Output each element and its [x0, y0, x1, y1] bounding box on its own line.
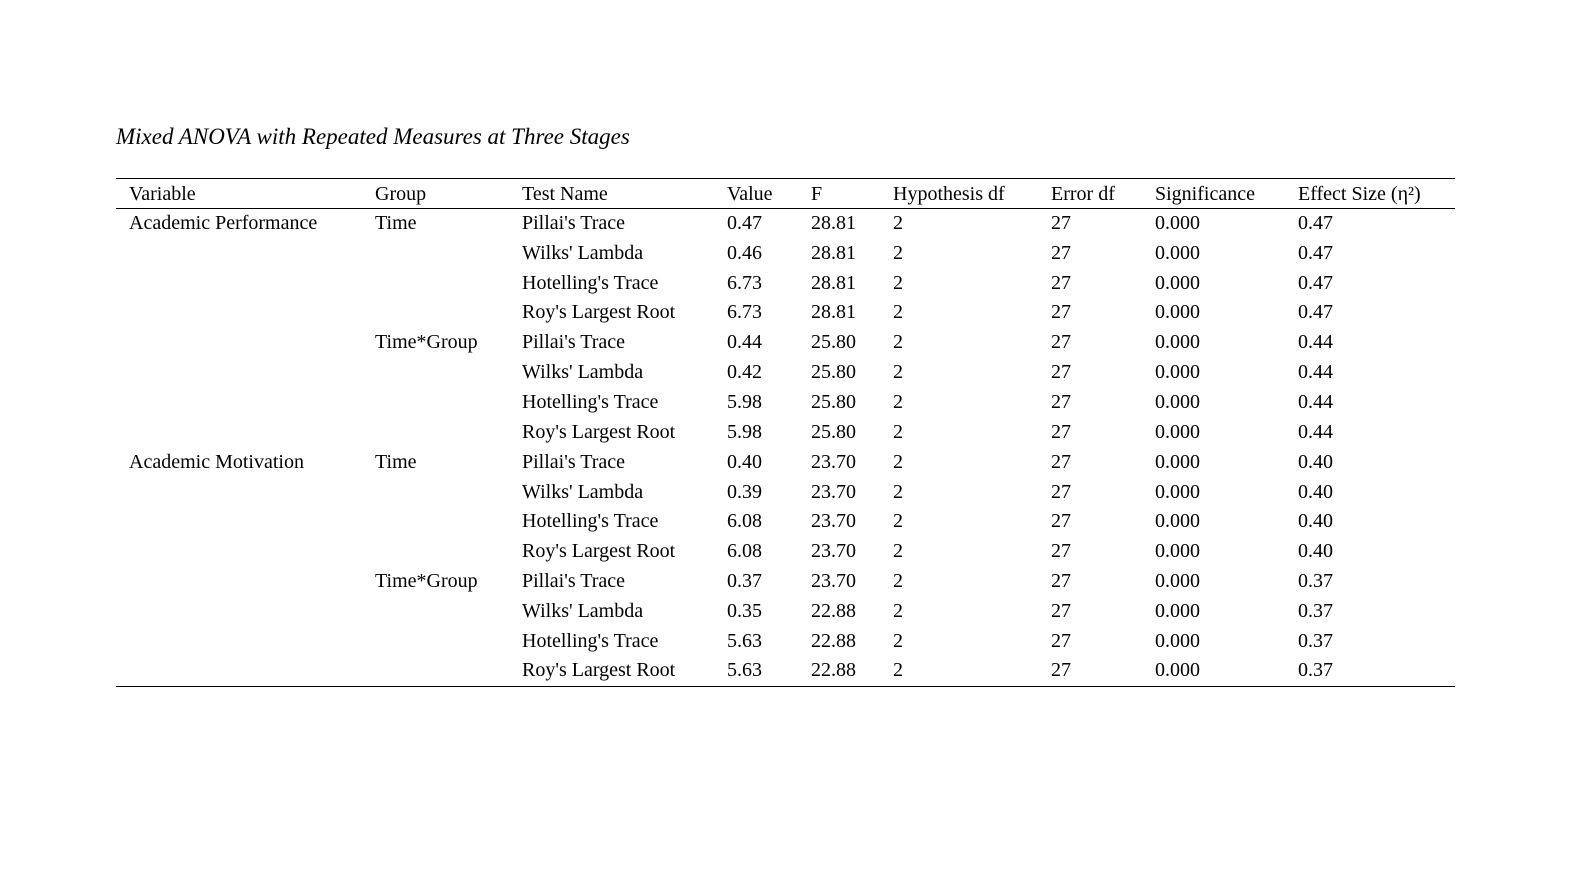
- cell-hypothesis-df: 2: [893, 480, 903, 503]
- table-row: [116, 209, 1455, 239]
- cell-hypothesis-df: 2: [893, 271, 903, 294]
- cell-error-df: 27: [1051, 540, 1071, 563]
- cell-group: [362, 417, 509, 447]
- cell-group: [362, 477, 509, 507]
- cell-value: 0.39: [727, 480, 762, 503]
- cell-group: Time: [375, 450, 417, 473]
- cell-variable: [116, 388, 362, 418]
- table-row: [116, 358, 1455, 388]
- column-header-variable: Variable: [116, 179, 362, 209]
- table-row: [116, 507, 1455, 537]
- cell-test-name: Hotelling's Trace: [522, 510, 659, 533]
- cell-error-df: 27: [1051, 301, 1071, 324]
- header-row: [116, 179, 1455, 209]
- cell-hypothesis-df: 2: [893, 450, 903, 473]
- cell-significance: 0.000: [1155, 271, 1200, 294]
- cell-hypothesis-df: 2: [893, 540, 903, 563]
- cell-variable: [116, 507, 362, 537]
- cell-error-df: 27: [1051, 212, 1071, 235]
- cell-f: 28.81: [811, 241, 856, 264]
- cell-value: 0.44: [727, 331, 762, 354]
- cell-test-name: Hotelling's Trace: [522, 390, 659, 413]
- cell-significance: 0.000: [1155, 212, 1200, 235]
- cell-f: 28.81: [811, 301, 856, 324]
- cell-effect-size: 0.37: [1298, 629, 1333, 652]
- cell-hypothesis-df: 2: [893, 510, 903, 533]
- table-row: [116, 596, 1455, 626]
- cell-f: 28.81: [811, 271, 856, 294]
- cell-variable: Academic Motivation: [129, 450, 304, 473]
- cell-test-name: Wilks' Lambda: [522, 241, 644, 264]
- cell-test-name: Hotelling's Trace: [522, 629, 659, 652]
- cell-variable: [116, 537, 362, 567]
- cell-test-name: Pillai's Trace: [522, 450, 626, 473]
- cell-variable: [116, 268, 362, 298]
- column-header-test-name: Test Name: [509, 179, 714, 209]
- cell-test-name: Pillai's Trace: [522, 331, 626, 354]
- cell-group: Time: [375, 212, 417, 235]
- cell-hypothesis-df: 2: [893, 212, 903, 235]
- cell-error-df: 27: [1051, 420, 1071, 443]
- cell-significance: 0.000: [1155, 570, 1200, 593]
- cell-variable: [116, 417, 362, 447]
- cell-variable: [116, 298, 362, 328]
- cell-group: [362, 238, 509, 268]
- table-row: [116, 447, 1455, 477]
- cell-f: 23.70: [811, 510, 856, 533]
- cell-hypothesis-df: 2: [893, 599, 903, 622]
- table-row: [116, 298, 1455, 328]
- cell-value: 6.08: [727, 540, 762, 563]
- cell-error-df: 27: [1051, 390, 1071, 413]
- cell-significance: 0.000: [1155, 540, 1200, 563]
- cell-error-df: 27: [1051, 510, 1071, 533]
- cell-test-name: Wilks' Lambda: [522, 480, 644, 503]
- cell-significance: 0.000: [1155, 361, 1200, 384]
- cell-error-df: 27: [1051, 241, 1071, 264]
- table-body: [116, 209, 1455, 687]
- cell-value: 6.08: [727, 510, 762, 533]
- cell-variable: [116, 238, 362, 268]
- cell-test-name: Hotelling's Trace: [522, 271, 659, 294]
- cell-f: 23.70: [811, 540, 856, 563]
- cell-f: 25.80: [811, 361, 856, 384]
- cell-value: 0.37: [727, 570, 762, 593]
- cell-group: [362, 268, 509, 298]
- cell-variable: [116, 328, 362, 358]
- cell-hypothesis-df: 2: [893, 629, 903, 652]
- cell-group: [362, 596, 509, 626]
- table-row: [116, 238, 1455, 268]
- cell-value: 0.46: [727, 241, 762, 264]
- column-header-value: Value: [714, 179, 798, 209]
- cell-error-df: 27: [1051, 599, 1071, 622]
- cell-effect-size: 0.47: [1298, 271, 1333, 294]
- cell-error-df: 27: [1051, 450, 1071, 473]
- cell-effect-size: 0.37: [1298, 599, 1333, 622]
- table-row: [116, 417, 1455, 447]
- cell-effect-size: 0.44: [1298, 331, 1333, 354]
- cell-f: 23.70: [811, 570, 856, 593]
- cell-value: 5.98: [727, 420, 762, 443]
- cell-value: 0.42: [727, 361, 762, 384]
- cell-error-df: 27: [1051, 629, 1071, 652]
- cell-hypothesis-df: 2: [893, 361, 903, 384]
- cell-significance: 0.000: [1155, 510, 1200, 533]
- cell-significance: 0.000: [1155, 599, 1200, 622]
- cell-group: Time*Group: [375, 570, 478, 593]
- cell-value: 5.63: [714, 656, 798, 686]
- column-header-hypothesis-df: Hypothesis df: [880, 179, 1038, 209]
- cell-hypothesis-df: 2: [880, 656, 1038, 686]
- cell-significance: 0.000: [1155, 331, 1200, 354]
- cell-value: 6.73: [727, 301, 762, 324]
- cell-value: 0.40: [727, 450, 762, 473]
- column-header-error-df: Error df: [1038, 179, 1142, 209]
- column-header-significance: Significance: [1142, 179, 1285, 209]
- cell-variable: [116, 477, 362, 507]
- table-row: [116, 626, 1455, 656]
- cell-group: [362, 507, 509, 537]
- cell-error-df: 27: [1051, 480, 1071, 503]
- cell-effect-size: 0.40: [1298, 540, 1333, 563]
- cell-group: [362, 358, 509, 388]
- cell-value: 5.63: [727, 629, 762, 652]
- cell-significance: 0.000: [1155, 241, 1200, 264]
- cell-f: 25.80: [811, 390, 856, 413]
- cell-test-name: Wilks' Lambda: [522, 361, 644, 384]
- table-caption: Mixed ANOVA with Repeated Measures at Three Stages: [116, 124, 630, 149]
- cell-variable: [116, 596, 362, 626]
- cell-f: 22.88: [798, 656, 880, 686]
- cell-hypothesis-df: 2: [893, 420, 903, 443]
- cell-significance: 0.000: [1155, 450, 1200, 473]
- cell-effect-size: 0.37: [1298, 570, 1333, 593]
- cell-effect-size: 0.44: [1298, 361, 1333, 384]
- cell-test-name: Wilks' Lambda: [522, 599, 644, 622]
- cell-effect-size: 0.40: [1298, 450, 1333, 473]
- cell-value: 5.98: [727, 390, 762, 413]
- cell-value: 0.35: [727, 599, 762, 622]
- cell-f: 22.88: [811, 629, 856, 652]
- cell-error-df: 27: [1051, 271, 1071, 294]
- table-row: [116, 388, 1455, 418]
- table-row: [116, 537, 1455, 567]
- cell-f: 23.70: [811, 450, 856, 473]
- column-header-effect-size: Effect Size (η²): [1285, 179, 1455, 209]
- cell-hypothesis-df: 2: [893, 570, 903, 593]
- cell-group: [362, 537, 509, 567]
- cell-f: 22.88: [811, 599, 856, 622]
- cell-test-name: Roy's Largest Root: [522, 420, 676, 443]
- cell-variable: Academic Performance: [129, 212, 318, 235]
- cell-group: [362, 388, 509, 418]
- cell-test-name: Roy's Largest Root: [522, 540, 676, 563]
- cell-significance: 0.000: [1155, 420, 1200, 443]
- cell-effect-size: 0.40: [1298, 480, 1333, 503]
- cell-significance: 0.000: [1155, 480, 1200, 503]
- cell-hypothesis-df: 2: [893, 331, 903, 354]
- cell-effect-size: 0.47: [1298, 241, 1333, 264]
- cell-group: [362, 626, 509, 656]
- cell-test-name: Roy's Largest Root: [522, 301, 676, 324]
- cell-effect-size: 0.47: [1298, 212, 1333, 235]
- column-header-f: F: [798, 179, 880, 209]
- cell-significance: 0.000: [1155, 629, 1200, 652]
- cell-hypothesis-df: 2: [893, 241, 903, 264]
- table-row: [116, 567, 1455, 597]
- cell-effect-size: 0.44: [1298, 390, 1333, 413]
- cell-significance: 0.000: [1155, 301, 1200, 324]
- column-header-group: Group: [362, 179, 509, 209]
- cell-test-name: Roy's Largest Root: [509, 656, 714, 686]
- cell-group: [362, 298, 509, 328]
- cell-error-df: 27: [1051, 570, 1071, 593]
- cell-f: 25.80: [811, 331, 856, 354]
- cell-error-df: 27: [1038, 656, 1142, 686]
- cell-hypothesis-df: 2: [893, 301, 903, 324]
- cell-f: 28.81: [811, 212, 856, 235]
- table-header: [116, 179, 1455, 209]
- cell-variable: [116, 626, 362, 656]
- cell-variable: [116, 567, 362, 597]
- cell-test-name: Pillai's Trace: [522, 570, 626, 593]
- cell-f: 25.80: [811, 420, 856, 443]
- cell-test-name: Pillai's Trace: [522, 212, 626, 235]
- cell-effect-size: 0.47: [1298, 301, 1333, 324]
- cell-group: [362, 656, 509, 686]
- cell-f: 23.70: [811, 480, 856, 503]
- cell-hypothesis-df: 2: [893, 390, 903, 413]
- cell-significance: 0.000: [1155, 390, 1200, 413]
- cell-error-df: 27: [1051, 361, 1071, 384]
- cell-value: 0.47: [727, 212, 762, 235]
- table-row: [116, 268, 1455, 298]
- cell-effect-size: 0.37: [1285, 656, 1455, 686]
- anova-table: [116, 178, 1455, 687]
- cell-group: Time*Group: [375, 331, 478, 354]
- cell-value: 6.73: [727, 271, 762, 294]
- cell-variable: [116, 358, 362, 388]
- table-row: [116, 328, 1455, 358]
- cell-effect-size: 0.44: [1298, 420, 1333, 443]
- table-row: [116, 656, 1455, 686]
- cell-effect-size: 0.40: [1298, 510, 1333, 533]
- cell-variable: [116, 656, 362, 686]
- cell-error-df: 27: [1051, 331, 1071, 354]
- cell-significance: 0.000: [1142, 656, 1285, 686]
- table-row: [116, 477, 1455, 507]
